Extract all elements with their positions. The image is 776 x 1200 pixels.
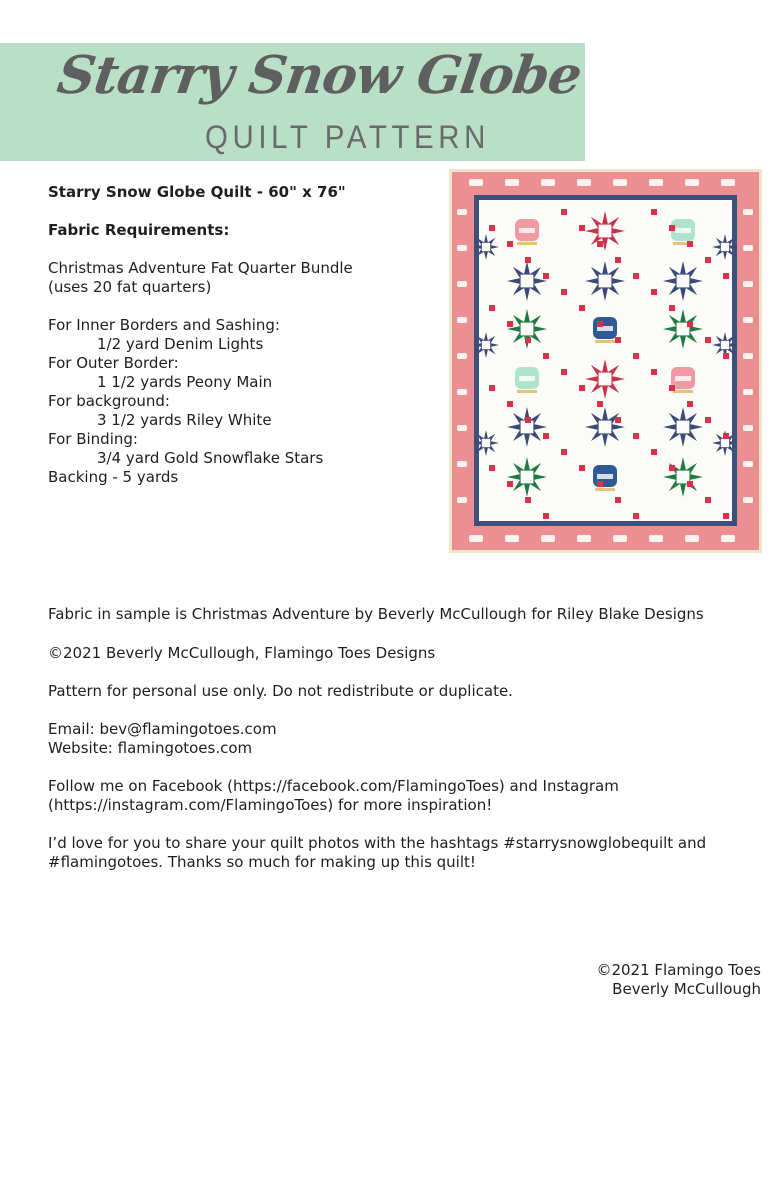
title-banner <box>0 43 585 161</box>
footer-credit <box>596 961 761 999</box>
share-block <box>48 834 748 872</box>
fabric-requirements <box>48 183 428 487</box>
copyright-line: ©2021 Beverly McCullough, Flamingo Toes Designs <box>48 644 436 662</box>
requirements-heading: Fabric Requirements: <box>48 221 230 239</box>
share-line-1: I’d love for you to share your quilt photos with the hashtags #starrysnowglobequilt and <box>48 834 707 852</box>
req-label-outer-border: For Outer Border: <box>48 354 179 372</box>
follow-block <box>48 777 748 815</box>
footer-line-2: Beverly McCullough <box>612 980 761 998</box>
fabric-credit: Fabric in sample is Christmas Adventure by Beverly McCullough for Riley Blake Designs <box>48 605 704 623</box>
req-amount-background: 3 1/2 yards Riley White <box>97 411 272 429</box>
bundle-note: (uses 20 fat quarters) <box>48 278 212 296</box>
footer-line-1: ©2021 Flamingo Toes <box>596 961 761 979</box>
bundle-line: Christmas Adventure Fat Quarter Bundle <box>48 259 353 277</box>
quilt-image <box>449 169 762 553</box>
pattern-subtitle: QUILT PATTERN <box>205 119 490 155</box>
usage-notice: Pattern for personal use only. Do not redistribute or duplicate. <box>48 682 513 700</box>
req-amount-inner-border: 1/2 yard Denim Lights <box>97 335 264 353</box>
follow-line-2: (https://instagram.com/FlamingoToes) for more inspiration! <box>48 796 493 814</box>
follow-line-1: Follow me on Facebook (https://facebook.com/FlamingoToes) and Instagram <box>48 777 619 795</box>
pattern-title: Starry Snow Globe <box>53 45 585 106</box>
contact-block <box>48 720 748 758</box>
share-line-2: #flamingotoes. Thanks so much for making up this quilt! <box>48 853 476 871</box>
req-amount-outer-border: 1 1/2 yards Peony Main <box>97 373 273 391</box>
email-line: Email: bev@flamingotoes.com <box>48 720 277 738</box>
quilt-size: Starry Snow Globe Quilt - 60" x 76" <box>48 183 346 201</box>
req-label-inner-border: For Inner Borders and Sashing: <box>48 316 280 334</box>
req-amount-binding: 3/4 yard Gold Snowflake Stars <box>97 449 324 467</box>
backing-line: Backing - 5 yards <box>48 468 179 486</box>
website-line: Website: flamingotoes.com <box>48 739 253 757</box>
req-label-binding: For Binding: <box>48 430 138 448</box>
req-label-background: For background: <box>48 392 170 410</box>
